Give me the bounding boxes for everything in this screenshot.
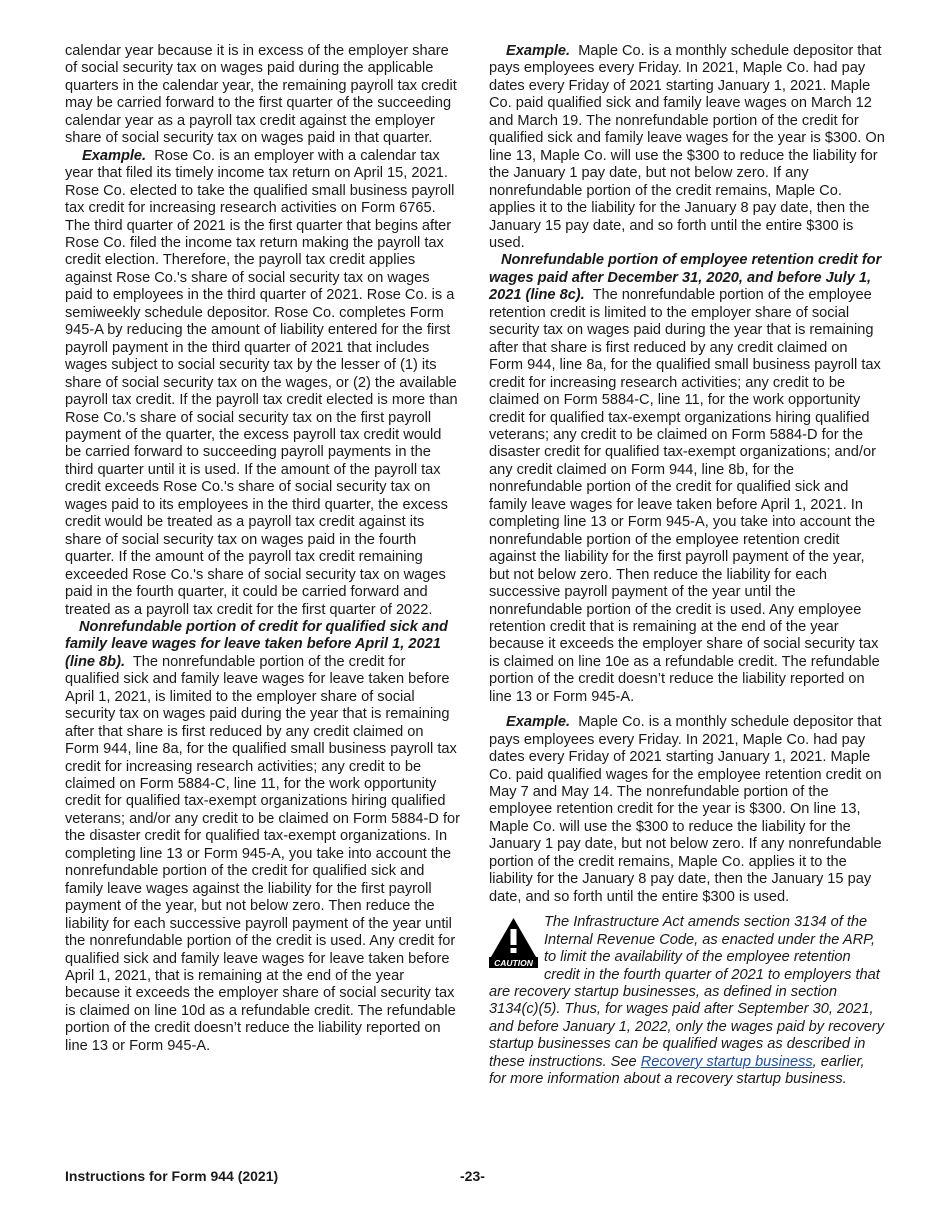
- caution-text-end: , earlier, for more information about a recovery startup business.: [489, 1053, 865, 1088]
- example-label: Example.: [506, 43, 571, 59]
- section-heading: Nonrefundable portion of employee retention credit for wages paid after December 31, 2020, and before July 1, 2021 (line 8c).: [489, 252, 882, 304]
- caution-icon: [489, 916, 538, 968]
- section-line-8b: [65, 619, 461, 1055]
- example-label: Example.: [506, 714, 571, 731]
- page-number: -23-: [460, 1168, 485, 1184]
- left-column: [65, 43, 461, 1055]
- section-line-8c: [489, 252, 885, 706]
- paragraph-carryforward: calendar year because it is in excess of the employer share of social security tax on wages paid during the applicable quarters in the calendar year, the remaining payroll tax credit may be carried forward to the first quarter of the succeeding calendar year as a payroll tax credit against the employer share of social security tax on wages paid in that quarter.: [65, 43, 457, 147]
- example-label: Example.: [82, 147, 147, 164]
- example-text: Maple Co. is a monthly schedule depositor that pays employees every Friday. In 2021, Maple Co. had pay dates every Friday of 2021 starting January 1, 2021. Maple Co. paid qualified sick and family leave wages on March 12 and March 19. The nonrefundable portion of the credit for qualified sick and family leave wages for the year is $300. On line 13, Maple Co. will use the $300 to reduce the liability for the January 1 pay date, but not below zero. If any nonrefundable portion of the credit remains, Maple Co. applies it to the liability for the January 8 pay date, then the January 15 pay date, and so forth until the entire $300 is used.: [489, 43, 885, 251]
- example-maple-sick-leave: [489, 43, 885, 252]
- section-text: The nonrefundable portion of the employee retention credit is limited to the employer share of social security tax on wages paid during the year that is remaining after that share is first reduced by any credit claimed on Form 944, line 8a, for the qualified small business payroll tax credit for increasing research activities; any credit to be claimed on Form 5884-C, line 11, for the work opportunity credit for qualified tax-exempt organizations hiring qualified veterans; any credit to be claimed on Form 5884-D for the disaster credit for qualified tax-exempt organizations; and/or any credit claimed on Form 944, line 8b, for the nonrefundable portion of the credit for qualified sick and family leave wages for leave taken before April 1, 2021. In completing line 13 or Form 945-A, you take into account the nonrefundable portion of the employee retention credit against the liability for the first payroll payment of the year, but not below zero. Then reduce the liability for each successive payroll payment of the year until the nonrefundable portion of the credit is used. Any employee retention credit that is remaining at the end of the year because it exceeds the employer share of social security tax is claimed on line 10e as a refundable credit. The refundable portion of the credit doesn’t reduce the liability reported on line 13 or Form 945-A.: [489, 287, 881, 705]
- recovery-startup-business-link[interactable]: Recovery startup business: [640, 1053, 813, 1070]
- footer-form-title: Instructions for Form 944 (2021): [65, 1168, 279, 1184]
- caution-icon-label: CAUTION: [494, 958, 533, 969]
- section-heading: Nonrefundable portion of credit for qualified sick and family leave wages for leave taken before April 1, 2021 (line 8b).: [65, 618, 448, 670]
- example-text: Rose Co. is an employer with a calendar tax year that filed its timely income tax return on April 15, 2021. Rose Co. elected to take the qualified small business payroll tax credit for increasing research activities on Form 6765. The third quarter of 2021 is the first quarter that begins after Rose Co. filed the income tax return making the payroll tax credit election. Therefore, the payroll tax credit applies against Rose Co.'s share of social security tax on wages paid to employees in the third quarter of 2021. Rose Co. is a semiweekly schedule depositor. Rose Co. completes Form 945-A by reducing the amount of liability entered for the first payroll payment in the third quarter of 2021 that includes wages subject to social security tax by the lesser of (1) its share of social security tax on the wages, or (2) the available payroll tax credit. If the payroll tax credit elected is more than Rose Co.'s share of social security tax on the first payroll payment of the quarter, the excess payroll tax credit would be carried forward to succeeding payroll payments in the third quarter until it is used. If the amount of the payroll tax credit exceeds Rose Co.'s share of social security tax on wages paid to its employees in the third quarter, the excess credit would be treated as a payroll tax credit against its share of social security tax on wages paid in the fourth quarter. If the amount of the payroll tax credit remaining exceeded Rose Co.'s share of social security tax on wages paid in the fourth quarter, it could be carried forward and treated as a payroll tax credit for the first quarter of 2022.: [65, 147, 458, 618]
- example-text: Maple Co. is a monthly schedule depositor that pays employees every Friday. In 2021, Maple Co. had pay dates every Friday of 2021 starting January 1, 2021. Maple Co. paid qualified wages for the employee retention credit on May 7 and May 14. The nonrefundable portion of the employee retention credit for the year is $300. On line 13, Maple Co. will use the $300 to reduce the liability for the January 1 pay date, but not below zero. If any nonrefundable portion of the credit remains, Maple Co. applies it to the liability for the January 8 pay date, then the January 15 pay date, and so forth until the entire $300 is used.: [489, 714, 882, 905]
- section-text: The nonrefundable portion of the credit for qualified sick and family leave wages for leave taken before April 1, 2021, is limited to the employer share of social security tax on wages paid during the year that is remaining after that share is first reduced by any credit claimed on Form 944, line 8a, for the qualified small business payroll tax credit for increasing research activities; any credit to be claimed on Form 5884-C, line 11, for the work opportunity credit for qualified tax-exempt organizations hiring qualified veterans; and/or any credit to be claimed on Form 5884-D for the disaster credit for qualified tax-exempt organizations. In completing line 13 or Form 945-A, you take into account the nonrefundable portion of the credit for qualified sick and family leave wages against the liability for the first payroll payment of the year, but not below zero. Then reduce the liability for each successive payroll payment of the year until the nonrefundable portion of the credit is used. Any credit for qualified sick and family leave wages for leave taken before April 1, 2021, that is remaining at the end of the year because it exceeds the employer share of social security tax is claimed on line 10d as a refundable credit. The refundable portion of the credit doesn’t reduce the liability reported on line 13 or Form 945-A.: [65, 653, 461, 1054]
- example-maple-retention: [489, 714, 885, 906]
- caution-text: The Infrastructure Act amends section 3134 of the Internal Revenue Code, as enacted under the ARP, to limit the availability of the employee retention credit in the fourth quarter of 2021 to employers that are recovery startup businesses, as defined in section 3134(c)(5). Thus, for wages paid after September 30, 2021, and before January 1, 2022, only the wages paid by recovery startup businesses can be qualified wages as described in these instructions. See: [489, 914, 885, 1070]
- example-rose-co: [65, 148, 461, 619]
- caution-note: [489, 914, 885, 1089]
- right-column: [489, 43, 885, 1089]
